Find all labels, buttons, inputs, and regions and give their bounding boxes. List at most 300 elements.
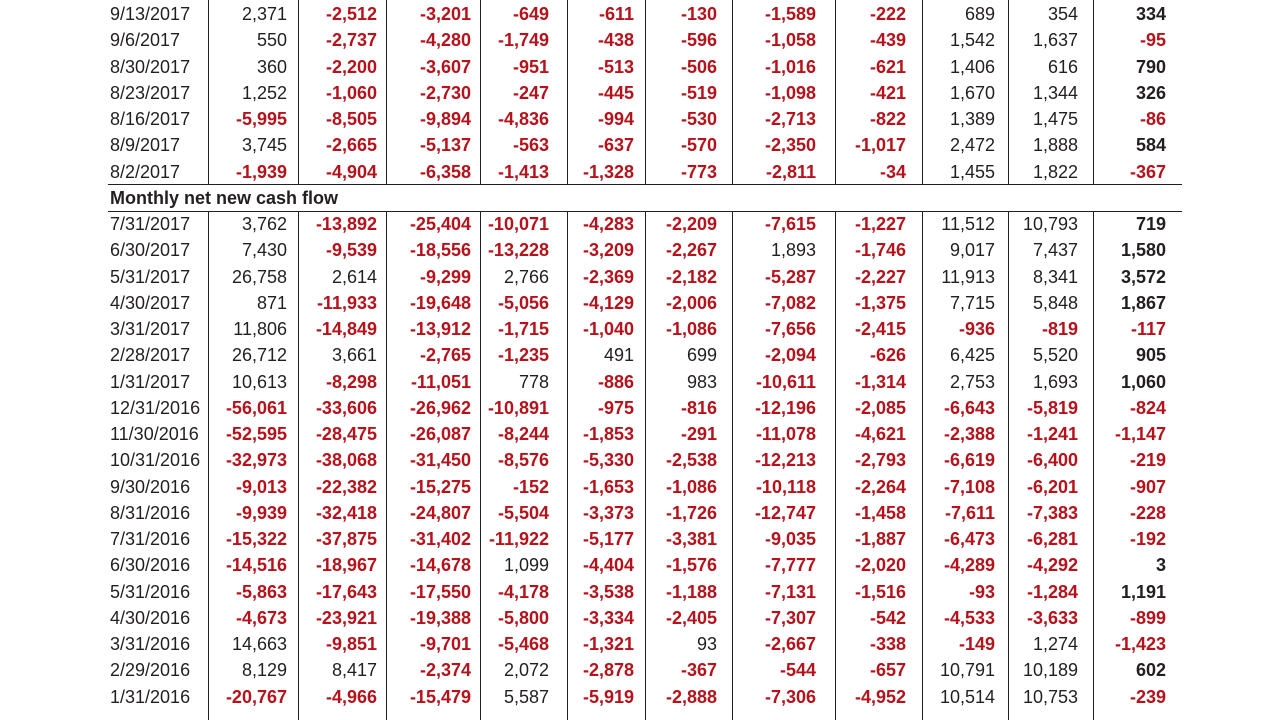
cell-col-8: -1,887 (854, 529, 906, 549)
cell-col-4: -4,836 (497, 109, 549, 129)
cell-col-9: 1,542 (949, 30, 995, 51)
cell-col-11: -1,423 (1114, 634, 1166, 654)
row-date: 6/30/2017 (110, 240, 191, 261)
row-date: 5/31/2017 (110, 266, 191, 287)
cell-col-1: 2,371 (241, 4, 287, 24)
row-date: 9/6/2017 (110, 30, 181, 51)
cell-col-6: -2,538 (665, 450, 717, 471)
cell-col-8: -1,314 (854, 371, 906, 392)
cell-col-8: -1,516 (854, 581, 906, 602)
cell-col-5: -5,330 (582, 450, 634, 471)
cell-col-7: -9,035 (764, 529, 816, 549)
cell-col-9: -7,611 (944, 502, 995, 523)
cell-col-1: 14,663 (231, 634, 287, 654)
cell-col-9: 1,406 (949, 56, 995, 77)
table-row (0, 421, 1280, 447)
cell-col-7: -2,667 (764, 634, 816, 654)
cell-col-4: -563 (512, 135, 549, 156)
cell-col-4: 1,099 (503, 555, 549, 576)
cell-col-5: -3,373 (582, 502, 634, 523)
cell-col-4: -247 (512, 82, 549, 103)
cell-col-2: -2,200 (325, 56, 377, 77)
cell-col-1: 26,758 (231, 266, 287, 287)
table-row (0, 579, 1280, 605)
table-row (0, 264, 1280, 290)
cell-col-7: -10,611 (755, 371, 816, 392)
cell-col-8: -657 (869, 660, 906, 681)
table-row (0, 132, 1280, 158)
column-divider (922, 212, 923, 720)
row-date: 3/31/2017 (110, 319, 191, 339)
cell-col-2: 2,614 (331, 266, 377, 287)
cell-col-10: 10,793 (1022, 214, 1078, 234)
cell-col-3: -17,550 (409, 581, 471, 602)
monthly-section-title: Monthly net new cash flow (110, 188, 339, 208)
cell-col-1: 3,745 (241, 135, 287, 156)
row-date: 5/31/2016 (110, 581, 191, 602)
table-row (0, 605, 1280, 631)
cell-col-4: -1,749 (497, 30, 549, 51)
column-divider (1008, 0, 1009, 184)
cell-col-3: -2,730 (419, 82, 471, 103)
cell-col-8: -1,227 (854, 214, 906, 234)
row-date: 4/30/2017 (110, 292, 191, 313)
cell-col-6: -2,888 (665, 686, 717, 707)
cell-col-10: -4,292 (1026, 555, 1078, 576)
column-divider (835, 0, 836, 184)
row-date: 8/16/2017 (110, 109, 191, 129)
cell-col-9: 7,715 (949, 292, 995, 313)
cell-col-3: -31,450 (409, 450, 471, 471)
cell-col-3: -19,388 (409, 607, 471, 628)
column-divider (567, 0, 568, 184)
cell-col-8: -421 (869, 82, 906, 103)
cell-col-2: -11,933 (316, 292, 377, 313)
cell-col-10: 1,475 (1032, 109, 1078, 129)
cell-col-5: -4,129 (582, 292, 634, 313)
cell-col-7: -7,131 (764, 581, 816, 602)
cell-col-6: -1,576 (665, 555, 717, 576)
cell-col-5: -3,334 (582, 607, 634, 628)
cell-col-11: 602 (1135, 660, 1166, 681)
cell-col-4: -152 (512, 476, 549, 497)
cell-col-9: -4,289 (943, 555, 995, 576)
cell-col-2: -22,382 (315, 476, 377, 497)
cell-col-2: -1,060 (325, 82, 377, 103)
cell-col-9: 9,017 (949, 240, 995, 261)
table-row (0, 54, 1280, 80)
cell-col-4: -5,468 (497, 634, 549, 654)
column-divider (732, 212, 733, 720)
row-date: 2/28/2017 (110, 345, 191, 366)
cell-col-8: -621 (869, 56, 906, 77)
column-divider (208, 212, 209, 720)
cell-col-1: -15,322 (225, 529, 287, 549)
table-row (0, 342, 1280, 368)
cell-col-4: -4,178 (497, 581, 549, 602)
table-row (0, 106, 1280, 132)
column-divider (1093, 0, 1094, 184)
cell-col-3: -15,479 (409, 686, 471, 707)
cell-col-5: -513 (597, 56, 634, 77)
table-row (0, 657, 1280, 683)
cell-col-3: -15,275 (409, 476, 471, 497)
cell-col-11: -1,147 (1114, 424, 1166, 444)
cell-col-3: -9,894 (419, 109, 471, 129)
cell-col-1: -5,995 (235, 109, 287, 129)
cell-col-9: -2,388 (943, 424, 995, 444)
row-date: 11/30/2016 (110, 424, 199, 444)
cell-col-6: -2,267 (665, 240, 717, 261)
row-date: 8/31/2016 (110, 502, 191, 523)
cell-col-1: 3,762 (241, 214, 287, 234)
cell-col-11: -239 (1129, 686, 1166, 707)
cell-col-1: 26,712 (231, 345, 287, 366)
cell-col-11: 905 (1135, 345, 1166, 366)
cell-col-6: -1,726 (665, 502, 717, 523)
cell-col-3: -25,404 (409, 214, 471, 234)
cell-col-8: -222 (869, 4, 906, 24)
cell-col-8: -626 (869, 345, 906, 366)
cell-col-10: -5,819 (1026, 397, 1078, 418)
cell-col-9: -6,619 (943, 450, 995, 471)
cell-col-6: -816 (680, 397, 717, 418)
cell-col-5: -5,177 (582, 529, 634, 549)
cell-col-8: -439 (869, 30, 906, 51)
cell-col-4: -1,413 (497, 161, 549, 182)
table-row (0, 290, 1280, 316)
cell-col-4: -1,715 (497, 319, 549, 339)
cell-col-8: -1,375 (854, 292, 906, 313)
cell-col-1: 11,806 (233, 319, 287, 339)
cell-col-6: -519 (680, 82, 717, 103)
table-row (0, 474, 1280, 500)
cell-col-10: 10,189 (1022, 660, 1078, 681)
cell-col-2: -38,068 (315, 450, 377, 471)
cell-col-7: 1,893 (770, 240, 816, 261)
cell-col-5: -445 (597, 82, 634, 103)
row-date: 8/23/2017 (110, 82, 191, 103)
cell-col-3: -24,807 (409, 502, 471, 523)
cell-col-2: -33,606 (315, 397, 377, 418)
cell-col-2: 3,661 (331, 345, 377, 366)
cell-col-4: -649 (512, 4, 549, 24)
cell-col-11: -219 (1129, 450, 1166, 471)
cell-col-4: 2,766 (503, 266, 549, 287)
cell-col-3: -5,137 (419, 135, 471, 156)
cell-col-6: -1,086 (665, 476, 717, 497)
cell-col-7: -1,589 (764, 4, 816, 24)
cell-col-7: -2,094 (764, 345, 816, 366)
cell-col-10: 1,822 (1032, 161, 1078, 182)
cell-col-9: 6,425 (949, 345, 995, 366)
row-date: 12/31/2016 (110, 397, 201, 418)
cell-col-5: -5,919 (582, 686, 634, 707)
cell-col-4: -13,228 (487, 240, 549, 261)
column-divider (480, 0, 481, 184)
cell-col-11: 1,191 (1120, 581, 1166, 602)
cell-col-3: -3,607 (419, 56, 471, 77)
cell-col-3: -26,087 (409, 424, 471, 444)
cell-col-5: -994 (597, 109, 634, 129)
cell-col-3: -6,358 (419, 161, 471, 182)
cell-col-3: -13,912 (409, 319, 471, 339)
cell-col-11: -907 (1129, 476, 1166, 497)
cell-col-5: -1,328 (582, 161, 634, 182)
cell-col-9: -6,643 (943, 397, 995, 418)
cell-col-8: -338 (869, 634, 906, 654)
cell-col-5: -611 (598, 4, 634, 24)
cell-col-6: 983 (686, 371, 717, 392)
column-divider (922, 0, 923, 184)
cell-col-6: -570 (680, 135, 717, 156)
cell-col-9: 1,389 (949, 109, 995, 129)
cell-col-7: -7,777 (764, 555, 816, 576)
cell-col-4: -1,235 (497, 345, 549, 366)
column-divider (386, 0, 387, 184)
cell-col-10: 1,693 (1032, 371, 1078, 392)
column-divider (567, 212, 568, 720)
cell-col-4: -8,244 (497, 424, 549, 444)
cell-col-3: -19,648 (409, 292, 471, 313)
cell-col-8: -2,085 (854, 397, 906, 418)
cell-col-5: -886 (597, 371, 634, 392)
cell-col-1: -5,863 (235, 581, 287, 602)
column-divider (208, 0, 209, 184)
cell-col-3: -26,962 (409, 397, 471, 418)
cell-col-1: 550 (256, 30, 287, 51)
cell-col-6: -130 (680, 4, 717, 24)
cell-col-6: -1,188 (665, 581, 717, 602)
cell-col-2: -17,643 (315, 581, 377, 602)
cell-col-3: -14,678 (409, 555, 471, 576)
cell-col-11: -86 (1139, 109, 1166, 129)
row-date: 9/13/2017 (110, 4, 191, 24)
cell-col-9: 10,791 (939, 660, 995, 681)
table-row (0, 395, 1280, 421)
cell-col-8: -1,746 (854, 240, 906, 261)
cell-col-8: -4,621 (854, 424, 906, 444)
row-date: 2/29/2016 (110, 660, 191, 681)
cell-col-9: 11,913 (941, 266, 995, 287)
cell-col-7: -1,016 (764, 56, 816, 77)
cell-col-4: 778 (518, 371, 549, 392)
row-date: 8/2/2017 (110, 161, 181, 182)
row-date: 3/31/2016 (110, 634, 191, 654)
cell-col-7: -2,811 (765, 161, 816, 182)
row-date: 9/30/2016 (110, 476, 191, 497)
column-divider (386, 212, 387, 720)
cell-col-5: -637 (597, 135, 634, 156)
table-row (0, 316, 1280, 342)
cell-col-11: -367 (1129, 161, 1166, 182)
cell-col-10: 354 (1047, 4, 1078, 24)
cell-col-7: -5,287 (764, 266, 816, 287)
cell-col-7: -12,196 (754, 397, 816, 418)
column-divider (645, 212, 646, 720)
cell-col-5: -975 (597, 397, 634, 418)
cell-col-11: -192 (1129, 529, 1166, 549)
cell-col-2: -8,505 (325, 109, 377, 129)
column-divider (732, 0, 733, 184)
section-rule-top (108, 184, 1182, 185)
cell-col-4: -11,922 (488, 529, 549, 549)
column-divider (298, 212, 299, 720)
cell-col-3: -3,201 (419, 4, 471, 24)
cell-col-1: 871 (256, 292, 287, 313)
cell-col-11: 334 (1135, 4, 1166, 24)
row-date: 7/31/2017 (110, 214, 191, 234)
cell-col-1: 1,252 (241, 82, 287, 103)
cell-col-6: -2,182 (665, 266, 717, 287)
table-row (0, 369, 1280, 395)
cell-col-2: -4,904 (325, 161, 377, 182)
cell-col-6: -2,209 (665, 214, 717, 234)
cell-col-4: 2,072 (503, 660, 549, 681)
cell-col-9: 10,514 (939, 686, 995, 707)
cell-col-11: 3,572 (1120, 266, 1166, 287)
cell-col-6: -506 (680, 56, 717, 77)
row-date: 1/31/2016 (110, 686, 191, 707)
cell-col-6: -530 (680, 109, 717, 129)
cell-col-6: -3,381 (665, 529, 717, 549)
cell-col-10: 10,753 (1022, 686, 1078, 707)
cell-col-2: -2,512 (325, 4, 377, 24)
cell-col-4: -951 (512, 56, 549, 77)
cell-col-3: -4,280 (419, 30, 471, 51)
cell-col-11: -824 (1129, 397, 1166, 418)
cell-col-3: -18,556 (409, 240, 471, 261)
cell-col-2: -8,298 (325, 371, 377, 392)
cell-col-1: -56,061 (225, 397, 287, 418)
column-divider (1008, 212, 1009, 720)
table-row (0, 500, 1280, 526)
table-row (0, 159, 1280, 185)
cell-col-9: -6,473 (943, 529, 995, 549)
cell-col-1: -52,595 (225, 424, 287, 444)
cell-col-9: -93 (968, 581, 995, 602)
row-date: 7/31/2016 (110, 529, 191, 549)
cell-col-10: 5,848 (1032, 292, 1078, 313)
row-date: 4/30/2016 (110, 607, 191, 628)
cell-col-11: 1,060 (1120, 371, 1166, 392)
cell-col-5: -4,283 (582, 214, 634, 234)
cell-col-5: -4,404 (582, 555, 634, 576)
column-divider (645, 0, 646, 184)
cell-col-6: 93 (696, 634, 717, 654)
cell-col-7: -11,078 (755, 424, 816, 444)
cell-col-3: -31,402 (409, 529, 471, 549)
cell-col-7: -1,058 (764, 30, 816, 51)
cell-col-2: -9,539 (325, 240, 377, 261)
cell-col-7: -544 (779, 660, 816, 681)
cell-col-9: 1,670 (949, 82, 995, 103)
cell-col-4: -8,576 (497, 450, 549, 471)
cell-col-1: -4,673 (235, 607, 287, 628)
cell-col-8: -2,264 (854, 476, 906, 497)
cell-col-6: 699 (686, 345, 717, 366)
cell-col-5: -3,538 (582, 581, 634, 602)
cell-col-11: 1,580 (1120, 240, 1166, 261)
cell-col-10: -3,633 (1026, 607, 1078, 628)
cell-col-3: -9,299 (419, 266, 471, 287)
cell-col-9: 689 (964, 4, 995, 24)
table-row (0, 631, 1280, 657)
cell-col-11: -899 (1129, 607, 1166, 628)
cell-col-7: -7,306 (764, 686, 816, 707)
cell-col-10: 1,274 (1032, 634, 1078, 654)
cell-col-11: 3 (1155, 555, 1166, 576)
row-date: 8/30/2017 (110, 56, 191, 77)
cell-col-2: -23,921 (315, 607, 377, 628)
cell-col-8: -2,793 (854, 450, 906, 471)
cell-col-11: 584 (1135, 135, 1166, 156)
cell-col-8: -1,017 (854, 135, 906, 156)
cell-col-9: -936 (958, 319, 995, 339)
cell-col-2: -4,966 (325, 686, 377, 707)
cell-col-2: -2,737 (325, 30, 377, 51)
table-row (0, 80, 1280, 106)
cell-col-7: -1,098 (764, 82, 816, 103)
cell-col-6: -2,006 (665, 292, 717, 313)
column-divider (835, 212, 836, 720)
cell-col-11: -95 (1139, 30, 1166, 51)
cell-col-11: -228 (1129, 502, 1166, 523)
cell-col-2: -18,967 (315, 555, 377, 576)
row-date: 10/31/2016 (110, 450, 201, 471)
table-row (0, 1, 1280, 27)
cell-col-5: 491 (603, 345, 634, 366)
cell-col-10: -7,383 (1026, 502, 1078, 523)
cell-col-4: -5,056 (497, 292, 549, 313)
cell-col-5: -1,321 (582, 634, 634, 654)
cell-col-1: 8,129 (241, 660, 287, 681)
cell-col-5: -3,209 (582, 240, 634, 261)
column-divider (298, 0, 299, 184)
cell-col-1: -14,516 (225, 555, 287, 576)
cell-col-10: 616 (1047, 56, 1078, 77)
cell-col-10: 1,344 (1032, 82, 1078, 103)
cell-col-10: 7,437 (1032, 240, 1078, 261)
cell-col-11: -117 (1130, 319, 1166, 339)
table-row (0, 684, 1280, 710)
row-date: 8/9/2017 (110, 135, 181, 156)
row-date: 6/30/2016 (110, 555, 191, 576)
cell-col-6: -596 (680, 30, 717, 51)
cell-col-8: -4,952 (854, 686, 906, 707)
cell-col-6: -291 (680, 424, 717, 444)
cell-col-7: -7,082 (764, 292, 816, 313)
cell-col-10: -819 (1041, 319, 1078, 339)
cell-col-4: -10,891 (487, 397, 549, 418)
cell-col-7: -7,307 (764, 607, 816, 628)
cell-col-5: -2,369 (582, 266, 634, 287)
cell-col-3: -9,701 (419, 634, 471, 654)
cell-col-8: -2,020 (854, 555, 906, 576)
cell-col-8: -34 (879, 161, 906, 182)
cell-col-6: -367 (680, 660, 717, 681)
cell-col-9: -4,533 (943, 607, 995, 628)
cell-col-2: -9,851 (325, 634, 377, 654)
cell-col-9: 2,753 (949, 371, 995, 392)
cell-col-5: -2,878 (582, 660, 634, 681)
cell-col-6: -1,086 (665, 319, 717, 339)
cell-col-9: -7,108 (943, 476, 995, 497)
cell-col-1: -9,013 (235, 476, 287, 497)
cell-col-10: 1,637 (1032, 30, 1078, 51)
cell-col-7: -7,615 (764, 214, 816, 234)
cell-col-6: -773 (680, 161, 717, 182)
